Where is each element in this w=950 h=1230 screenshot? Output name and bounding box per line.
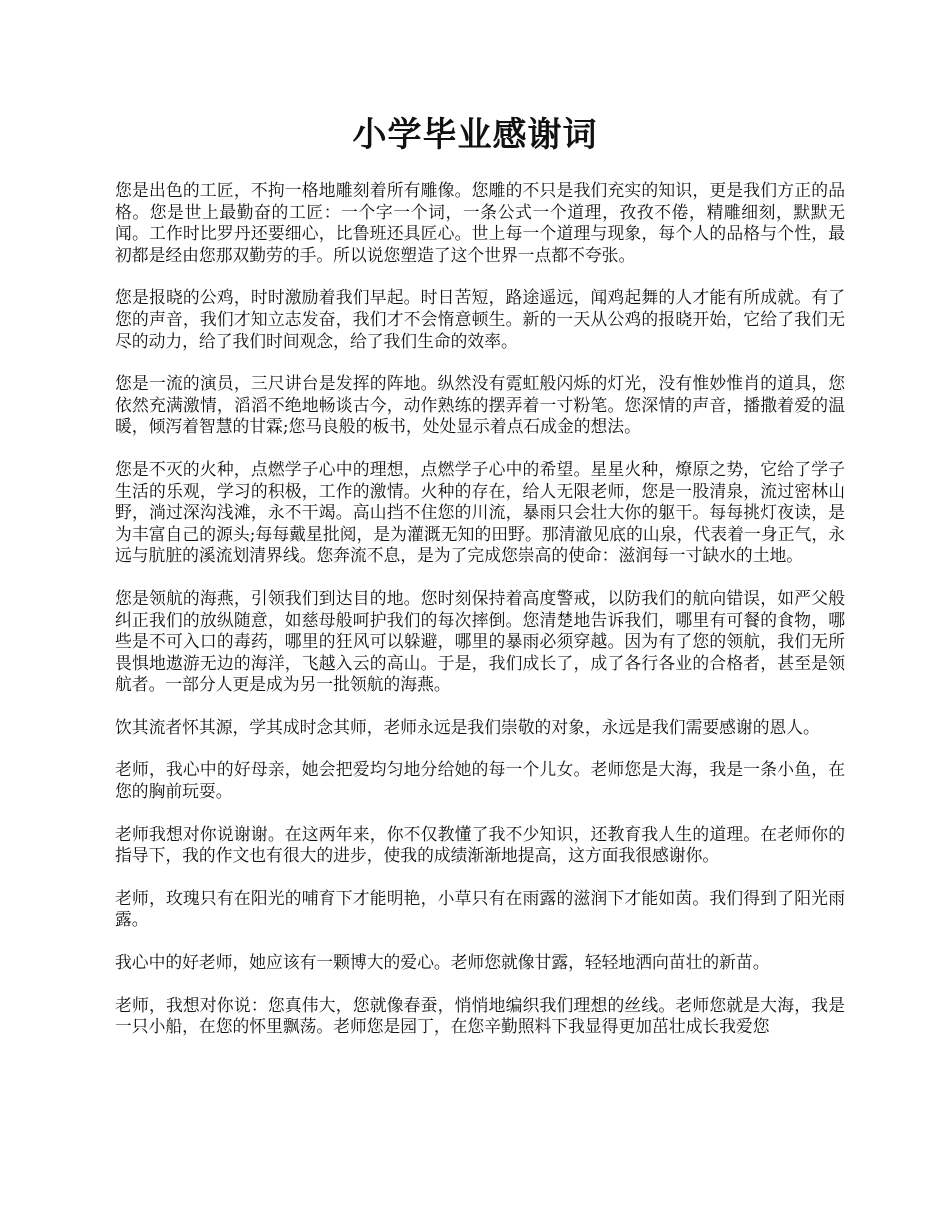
paragraph: 您是不灭的火种，点燃学子心中的理想，点燃学子心中的希望。星星火种，燎原之势，它给了学子生活的乐观，学习的积极，工作的激情。火种的存在，给人无限老师，您是一股清泉，流过密林山野，淌过深沟浅滩，永不干竭。高山挡不住您的川流，暴雨只会壮大你的躯干。每每挑灯夜读，是为丰富自己的源头;每每戴星批阅，是为灌溉无知的田野。那清澈见底的山泉，代表着一身正气，永远与肮脏的溪流划清界线。您奔流不息，是为了完成您崇高的使命：滋润每一寸缺水的土地。 [115, 458, 845, 566]
paragraph: 老师我想对你说谢谢。在这两年来，你不仅教懂了我不少知识，还教育我人生的道理。在老师你的指导下，我的作文也有很大的进步，使我的成绩渐渐地提高，这方面我很感谢你。 [115, 823, 845, 866]
paragraph: 您是报晓的公鸡，时时激励着我们早起。时日苦短，路途遥远，闻鸡起舞的人才能有所成就。有了您的声音，我们才知立志发奋，我们才不会惰意顿生。新的一天从公鸡的报晓开始，它给了我们无尽的动力，给了我们时间观念，给了我们生命的效率。 [115, 287, 845, 351]
paragraph: 老师，玫瑰只有在阳光的哺育下才能明艳，小草只有在雨露的滋润下才能如茵。我们得到了阳光雨露。 [115, 887, 845, 930]
paragraph: 您是领航的海燕，引领我们到达目的地。您时刻保持着高度警戒，以防我们的航向错误，如严父般纠正我们的放纵随意，如慈母般呵护我们的每次摔倒。您清楚地告诉我们，哪里有可餐的食物，哪些是不可入口的毒药，哪里的狂风可以躲避，哪里的暴雨必须穿越。因为有了您的领航，我们无所畏惧地遨游无边的海洋，飞越入云的高山。于是，我们成长了，成了各行各业的合格者，甚至是领航者。一部分人更是成为另一批领航的海燕。 [115, 587, 845, 695]
paragraph: 饮其流者怀其源，学其成时念其师，老师永远是我们崇敬的对象，永远是我们需要感谢的恩人。 [115, 716, 820, 737]
paragraph: 我心中的好老师，她应该有一颗博大的爱心。老师您就像甘露，轻轻地洒向苗壮的新苗。 [115, 952, 770, 973]
page-title: 小学毕业感谢词 [352, 115, 598, 155]
document-body [115, 180, 845, 1059]
paragraph: 您是一流的演员，三尺讲台是发挥的阵地。纵然没有霓虹般闪烁的灯光，没有惟妙惟肖的道具，您依然充满激情，滔滔不绝地畅谈古今，动作熟练的摆弄着一寸粉笔。您深情的声音，播撒着爱的温暖，倾泻着智慧的甘霖;您马良般的板书，处处显示着点石成金的想法。 [115, 373, 845, 437]
paragraph: 您是出色的工匠，不拘一格地雕刻着所有雕像。您雕的不只是我们充实的知识，更是我们方正的品格。您是世上最勤奋的工匠：一个字一个词，一条公式一个道理，孜孜不倦，精雕细刻，默默无闻。工作时比罗丹还要细心，比鲁班还具匠心。世上每一个道理与现象，每个人的品格与个性，最初都是经由您那双勤劳的手。所以说您塑造了这个世界一点都不夸张。 [115, 180, 845, 265]
paragraph: 老师，我心中的好母亲，她会把爱均匀地分给她的每一个儿女。老师您是大海，我是一条小鱼，在您的胸前玩耍。 [115, 759, 845, 802]
paragraph: 老师，我想对你说：您真伟大，您就像春蚕，悄悄地编织我们理想的丝线。老师您就是大海，我是一只小船，在您的怀里飘荡。老师您是园丁，在您辛勤照料下我显得更加茁壮成长我爱您 [115, 994, 845, 1037]
